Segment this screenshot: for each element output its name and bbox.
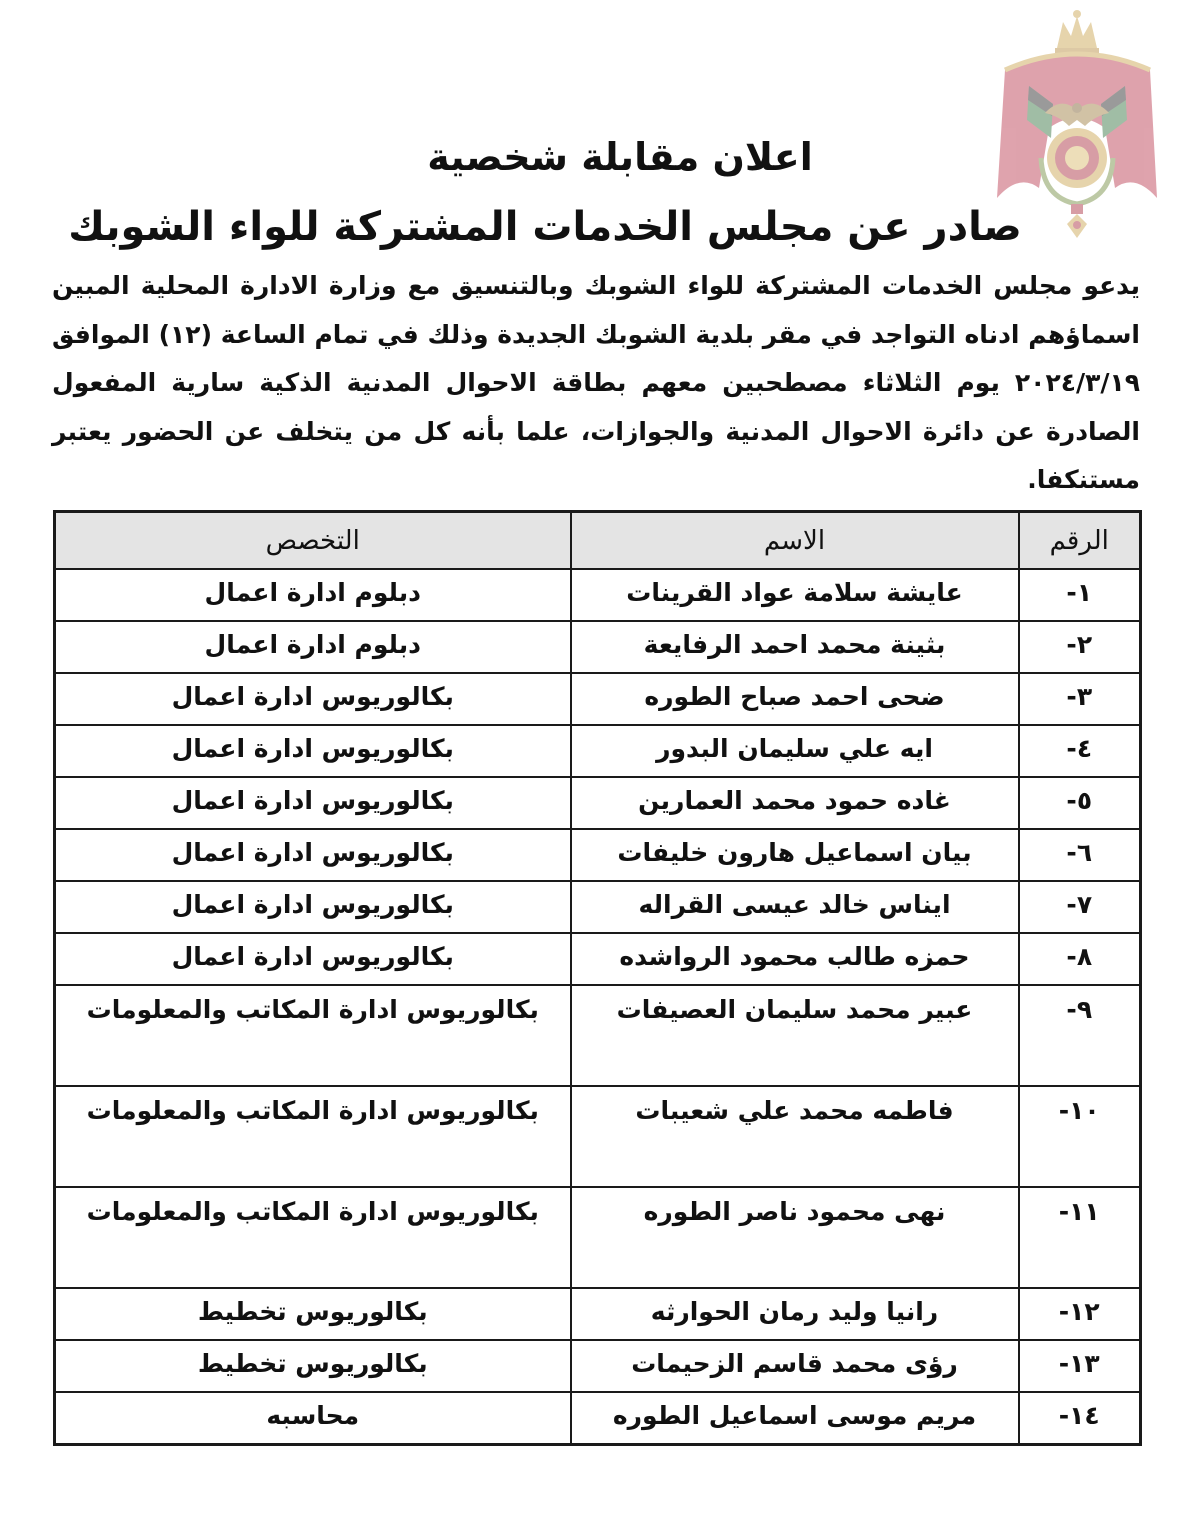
row-number: ١٣- bbox=[1019, 1340, 1141, 1392]
row-number: ٦- bbox=[1019, 829, 1141, 881]
table-row bbox=[55, 881, 1141, 933]
header-specialty: التخصص bbox=[55, 512, 571, 570]
row-number: ١١- bbox=[1019, 1187, 1141, 1288]
row-specialty: بكالوريوس ادارة المكاتب والمعلومات bbox=[55, 985, 571, 1086]
row-name: بثينة محمد احمد الرفايعة bbox=[571, 621, 1019, 673]
table-row bbox=[55, 725, 1141, 777]
row-number: ٨- bbox=[1019, 933, 1141, 985]
row-specialty: بكالوريوس ادارة اعمال bbox=[55, 829, 571, 881]
table-row bbox=[55, 777, 1141, 829]
row-specialty: بكالوريوس ادارة اعمال bbox=[55, 777, 571, 829]
row-name: عبير محمد سليمان العصيفات bbox=[571, 985, 1019, 1086]
row-specialty: دبلوم ادارة اعمال bbox=[55, 621, 571, 673]
announcement-title: اعلان مقابلة شخصية bbox=[427, 135, 813, 179]
row-number: ١٢- bbox=[1019, 1288, 1141, 1340]
row-number: ٣- bbox=[1019, 673, 1141, 725]
table-row bbox=[55, 569, 1141, 621]
candidates-table bbox=[53, 510, 1142, 1446]
row-name: فاطمه محمد علي شعيبات bbox=[571, 1086, 1019, 1187]
row-specialty: بكالوريوس ادارة المكاتب والمعلومات bbox=[55, 1187, 571, 1288]
table-row bbox=[55, 673, 1141, 725]
table-row bbox=[55, 1187, 1141, 1288]
row-specialty: محاسبه bbox=[55, 1392, 571, 1445]
header-name: الاسم bbox=[571, 512, 1019, 570]
intro-paragraph: يدعو مجلس الخدمات المشتركة للواء الشوبك وبالتنسيق مع وزارة الادارة المحلية المبين اسماؤهم ادناه التواجد في مقر بلدية الشوبك الجديدة وذلك في تمام الساعة (١٢) الموافق ٢٠٢٤/٣/١٩ يوم الثلاثاء مصطحبين معهم بطاقة الاحوال المدنية الذكية سارية المفعول الصادرة عن دائرة الاحوال المدنية والجوازات، علما بأنه كل من يتخلف عن الحضور يعتبر مستنكفا. bbox=[52, 271, 1140, 495]
table-header-row bbox=[55, 512, 1141, 570]
table-row bbox=[55, 1340, 1141, 1392]
row-name: عايشة سلامة عواد القرينات bbox=[571, 569, 1019, 621]
row-specialty: بكالوريوس تخطيط bbox=[55, 1288, 571, 1340]
header-number: الرقم bbox=[1019, 512, 1141, 570]
row-number: ١٠- bbox=[1019, 1086, 1141, 1187]
row-name: رؤى محمد قاسم الزحيمات bbox=[571, 1340, 1019, 1392]
row-name: غاده حمود محمد العمارين bbox=[571, 777, 1019, 829]
row-specialty: بكالوريوس ادارة اعمال bbox=[55, 725, 571, 777]
issuer-subtitle: صادر عن مجلس الخدمات المشتركة للواء الشوبك bbox=[68, 204, 1022, 250]
row-specialty: بكالوريوس ادارة اعمال bbox=[55, 881, 571, 933]
row-name: رانيا وليد رمان الحوارثه bbox=[571, 1288, 1019, 1340]
row-specialty: بكالوريوس ادارة اعمال bbox=[55, 933, 571, 985]
row-number: ٥- bbox=[1019, 777, 1141, 829]
row-name: مريم موسى اسماعيل الطوره bbox=[571, 1392, 1019, 1445]
row-name: ايه علي سليمان البدور bbox=[571, 725, 1019, 777]
row-name: بيان اسماعيل هارون خليفات bbox=[571, 829, 1019, 881]
row-number: ١٤- bbox=[1019, 1392, 1141, 1445]
table-row bbox=[55, 985, 1141, 1086]
row-number: ١- bbox=[1019, 569, 1141, 621]
row-specialty: بكالوريوس ادارة اعمال bbox=[55, 673, 571, 725]
row-name: نهى محمود ناصر الطوره bbox=[571, 1187, 1019, 1288]
row-number: ٩- bbox=[1019, 985, 1141, 1086]
row-number: ٢- bbox=[1019, 621, 1141, 673]
row-number: ٤- bbox=[1019, 725, 1141, 777]
table-row bbox=[55, 1392, 1141, 1445]
table-row bbox=[55, 933, 1141, 985]
row-name: ايناس خالد عيسى القراله bbox=[571, 881, 1019, 933]
row-name: حمزه طالب محمود الرواشده bbox=[571, 933, 1019, 985]
table-row bbox=[55, 1288, 1141, 1340]
table-row bbox=[55, 1086, 1141, 1187]
row-name: ضحى احمد صباح الطوره bbox=[571, 673, 1019, 725]
row-number: ٧- bbox=[1019, 881, 1141, 933]
table-row bbox=[55, 621, 1141, 673]
row-specialty: بكالوريوس ادارة المكاتب والمعلومات bbox=[55, 1086, 571, 1187]
table-row bbox=[55, 829, 1141, 881]
row-specialty: دبلوم ادارة اعمال bbox=[55, 569, 571, 621]
row-specialty: بكالوريوس تخطيط bbox=[55, 1340, 571, 1392]
